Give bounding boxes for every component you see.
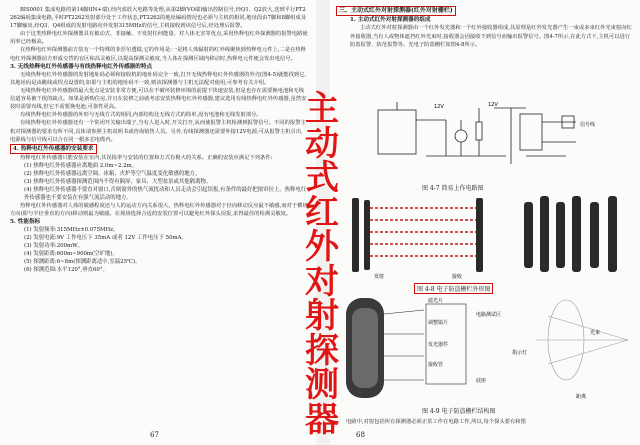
section-3-paragraph: 无线热释电红外传感器的最大优点是安装非常方便,可以在不破坏装修环境的前提下快速安装,但是也存在需要换电池和无线信道容易被干扰的缺点。如果是新购住房,并且在装修之前就考虑安装热释电红外传感器,建议选用有线热释电红外传感器,虽然安装时需要布线,但它不需要换电池,可靠性更高。: [10, 88, 307, 111]
section-4-tail: 热释电红外传感器对人体的敏感程度还与人的运动方向关系很大。热释电红外传感器对于径向移动反应最不敏感,而对于横切方向(即与半径垂直的方向)移动则最为敏感。在现场选择合适的安装位置可以避免红外探头误报,求得最佳的检测灵敏度。: [10, 203, 308, 218]
spec-item: (2) 发射电流:9V 工作电压下 35mA 或者 12V 工作电压下 50mA。: [24, 235, 187, 242]
section-4-item: (1) 热释电红外传感器应离地面 2.0m~2.2m。: [24, 163, 138, 169]
spec-item: (6) 探测范围:水平120°,垂直60°。: [24, 267, 108, 274]
transmitter-label: 发光器件: [428, 342, 449, 348]
section-4-title: 4. 热释电红外传感器的安装要求: [10, 144, 97, 154]
receiver-label: 接收管: [428, 362, 444, 368]
vertical-title-char: 主: [305, 89, 339, 129]
section-5-title: 5. 性能指标: [10, 219, 41, 226]
filter-label: 滤光片: [428, 298, 444, 304]
vertical-title-char: 射: [305, 296, 339, 336]
base-label: 底座: [476, 378, 487, 384]
vertical-title-char: 红: [305, 192, 339, 233]
vertical-title: [296, 89, 348, 440]
page-number-right: 68: [356, 431, 365, 439]
vertical-title-char: 器: [305, 399, 339, 440]
section-3-paragraph: 无线热释电红外传感器的发射地址码必须和接收机的地址码完全一致,打开无线热释电红外传感器的外壳(图4-5)就能找到它,其地址码是由跳线或焊点设置的,如果与主机的地址码不一致,则该探测器与主机无法配对使用,可参考有关介绍。: [10, 71, 307, 86]
subsection-title: 1. 主动式红外对射探测器的组成: [350, 17, 431, 24]
lens-label: 调整镜片: [428, 320, 449, 326]
figure-4-8-caption: 图 4-8 电子防盗栅栏外形图: [414, 283, 493, 294]
spec-item: (5) 探测距离:6~8m(探测距离适中,室温25℃)。: [24, 259, 141, 266]
spec-item: (3) 发射功率:200mW。: [24, 243, 84, 250]
left-page: [0, 0, 316, 445]
transmitter-block: [378, 110, 416, 154]
spec-item: (1) 发射频率:315MHz±0.075MHz。: [24, 227, 119, 234]
signal-line-label: 信号线: [580, 122, 596, 128]
bottom-paragraph: 电路中,对射包括所有探测器必须正常工作在电路工作,所以,每个探头要有和图: [346, 419, 526, 425]
left-paragraph: 由于这类热释电红外探测器具有被动式、非接触、不发射任何能量、对人体无害等优点,采用热释电红外探测器的报警电路使用率已经极高。: [10, 31, 308, 46]
vertical-title-char: 式: [305, 158, 339, 198]
intro-paragraph: 主动式红外对射探测器由一个红外发光器和一个红外接收器组成,其原理是红外发光器产生一束或多束红外光束射向红外接收器,当有人或物体遮挡红外光束时,接收器会因接收不到信号而输出报警信号。图4-7所示,在此方式下,主机可以进行防盗报警、防范报警等。光电子防盗栅栏如图4-8所示。: [350, 25, 632, 48]
fence-structure-diagram: [336, 294, 636, 404]
section-3-paragraph: 有线热释电红外传感器的外形与无线方式的相同,内部结构比无线方式的简单,没有电池和无线发射部分。: [20, 112, 262, 119]
voltage-label-right: 12V: [488, 102, 498, 108]
receive-label: 接收: [452, 274, 463, 280]
circuit-label: 电路测试区: [476, 312, 502, 318]
section-3-title: 3. 无线热释电红外传感器与有线热释电红外传感器的特点: [10, 63, 153, 70]
vertical-title-char: 测: [305, 365, 339, 405]
beam-label: 光束: [590, 330, 601, 336]
figure-4-9-caption: 图 4-9 电子防盗栅栏结构图: [422, 408, 496, 415]
vertical-title-char: 动: [305, 123, 339, 164]
voltage-label: 12V: [434, 104, 444, 110]
section-4-item: (4) 热释电红外传感器不要直对窗口,否则窗外的热气流扰动和人员走动会引起误报,有条件的最好把窗帘拉上。热释电红外传感器也不要安装在有强气流活动的地方。: [24, 187, 307, 201]
spec-item: (4) 发射距离:600m~900m(空旷地)。: [24, 251, 118, 258]
left-paragraph: 在热释电红外探测器前方装有一个特殊的菲涅尔透镜,它的作用是:一是将人体辐射的红外线聚焦到热释电元件上,二是在热释电红外探测器前方形成交替的盲区和高灵敏区,以提高探测灵敏度,当人体在探测区域内移动时,热释电元件便会发出电信号。: [10, 47, 306, 62]
circuit-diagram: [366, 100, 606, 180]
transmit-label: 发射: [374, 274, 385, 280]
figure-4-7-caption: 图 4-7 简易上作电路图: [422, 185, 484, 192]
vertical-title-char: 外: [305, 227, 339, 267]
section-4-item: (2) 热释电红外传感器远离空调、冰箱、火炉等空气温度变化敏感的地方。: [24, 171, 201, 177]
fence-beams-illustration: [344, 192, 634, 280]
range-label: 距离: [576, 394, 587, 400]
right-section-title: 三、主动式红外对射探测器(红外对射栅栏): [336, 6, 456, 16]
vertical-title-char: 对: [305, 261, 339, 302]
page-number-left: 67: [150, 431, 159, 439]
lamp-label: 指示灯: [512, 350, 528, 356]
section-4-item: (3) 热释电红外传感器探测范围内不得有隔屏、家具、大型盆景或其他隔离物。: [24, 179, 212, 185]
vertical-title-char: 探: [305, 330, 339, 371]
right-page: [330, 0, 640, 445]
left-paragraph: BIS0001 集成电路的第14脚(IN+端),经内部放大电路等处理,从第2脚(VO端)输出控制信号,经Q1、Q2放大,送到平行PT2262编码集成电路,平时PT2262发射部分处于工作状态,PT2262的地址编码情况也必须与主机的相同,地址段由7脚和8脚组成及17脚输出,经Q3、Q4组成的发射电路向外发射315MHz的信号,主机接收到该信号后,经处理后报警。: [10, 7, 307, 30]
section-3-paragraph: 有线热释电红外传感器还有一个常闭开关输出端子,当有人进入时,开关打开,从而使报警主机检测到报警信号。不同的报警主机对探测器的要求有所不同,具体请参照主机说明书或咨询销售人员。另外,有线探测器还需要外接12V电源,可从报警主机引出,电源线与信号线可以合在同一根多芯电缆内。: [10, 120, 306, 143]
section-4-lead: 热释电红外传感器只能安装在室内,其误报率与安装的位置和方式有极大的关系。正确的安装应满足下列条件:: [20, 154, 273, 161]
